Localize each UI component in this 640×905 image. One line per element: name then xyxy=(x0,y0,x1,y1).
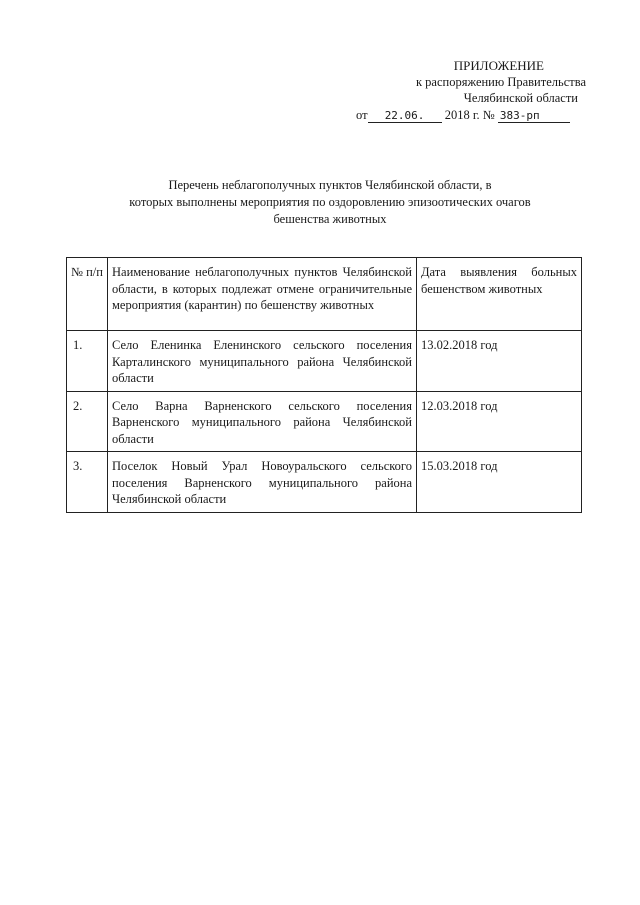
row-date: 13.02.2018 год xyxy=(417,331,582,392)
title-line-2: которых выполнены мероприятия по оздоровлению эпизоотических очагов xyxy=(129,195,531,209)
table-row xyxy=(67,391,582,452)
header-date: Дата выявления больных бешенством животных xyxy=(417,258,582,331)
header-number: № п/п xyxy=(67,258,108,331)
title-line-1: Перечень неблагополучных пунктов Челябинской области, в xyxy=(168,178,492,192)
table-header-row xyxy=(67,258,582,331)
header-name: Наименование неблагополучных пунктов Челябинской области, в которых подлежат отмене ограничительные мероприятия (карантин) по бешенству животных xyxy=(108,258,417,331)
row-date: 15.03.2018 год xyxy=(417,452,582,513)
table-row xyxy=(67,331,582,392)
document-header xyxy=(350,58,590,106)
order-reference-line: к распоряжению Правительства xyxy=(415,75,586,89)
government-region-line: Челябинской области xyxy=(463,91,578,105)
order-date: 22.06. xyxy=(368,110,442,123)
appendix-title: ПРИЛОЖЕНИЕ xyxy=(453,58,544,73)
row-number: 1. xyxy=(67,331,108,392)
row-location: Село Варна Варненского сельского поселения Варненского муниципального района Челябинской области xyxy=(108,391,417,452)
table-row xyxy=(67,452,582,513)
locations-table xyxy=(66,257,582,513)
year-and-number-label: 2018 г. № xyxy=(444,108,495,122)
row-number: 2. xyxy=(67,391,108,452)
date-prefix: от xyxy=(356,108,368,122)
order-number: 383-рп xyxy=(498,110,570,123)
row-number: 3. xyxy=(67,452,108,513)
document-title xyxy=(60,177,600,228)
row-location: Поселок Новый Урал Новоуральского сельского поселения Варненского муниципального района Челябинской области xyxy=(108,452,417,513)
title-line-3: бешенства животных xyxy=(273,212,387,226)
order-date-line xyxy=(356,108,570,123)
row-location: Село Еленинка Еленинского сельского поселения Карталинского муниципального района Челябинской области xyxy=(108,331,417,392)
row-date: 12.03.2018 год xyxy=(417,391,582,452)
